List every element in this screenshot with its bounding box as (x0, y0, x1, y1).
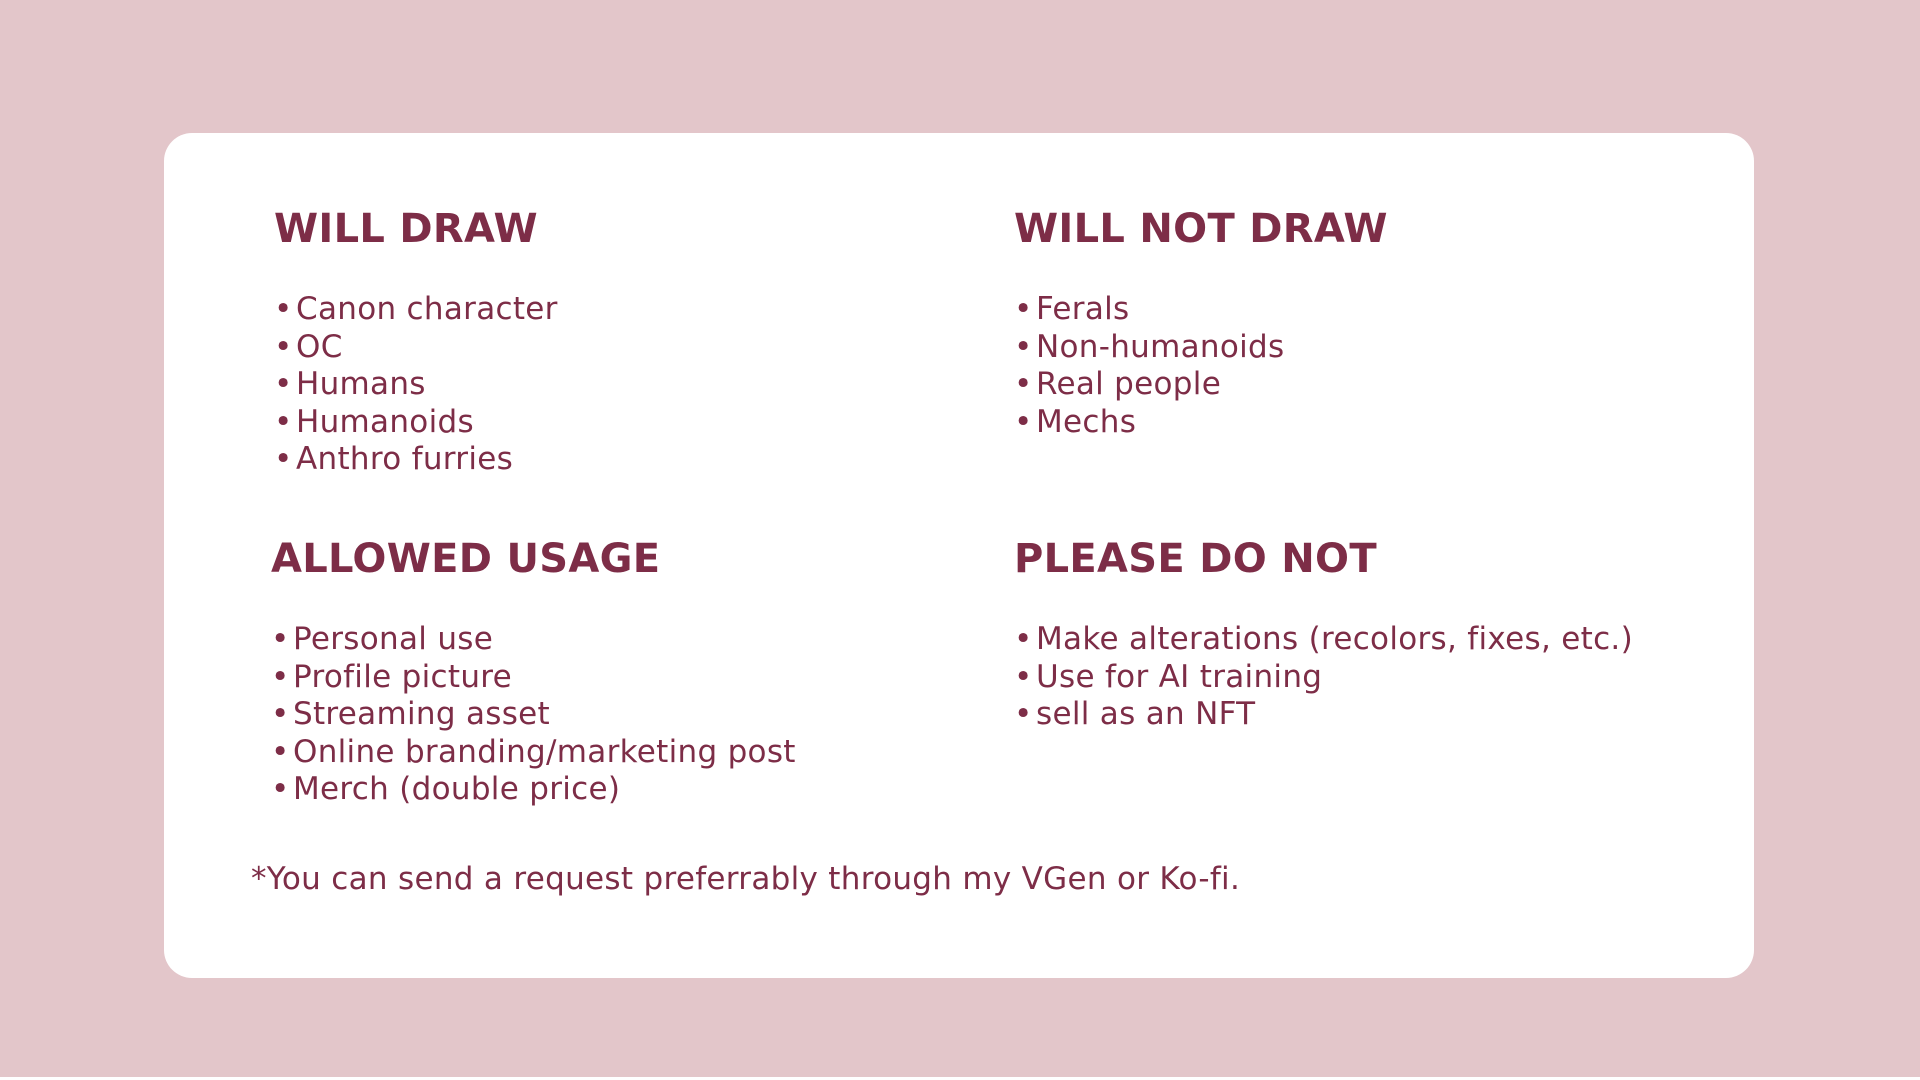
list-item-label: Profile picture (293, 658, 513, 695)
list-item (274, 441, 558, 479)
list-item-label: Canon character (296, 291, 558, 327)
bullet-icon: • (1014, 658, 1033, 695)
will-draw-section (274, 205, 558, 477)
bullet-icon: • (1014, 621, 1033, 657)
bullet-icon: • (1014, 291, 1033, 327)
list-item (1014, 291, 1284, 329)
list-item (1014, 404, 1284, 442)
will-draw-heading: WILL DRAW (274, 206, 538, 252)
bullet-icon: • (1014, 403, 1033, 440)
list-item (271, 659, 796, 697)
list-item (274, 291, 558, 329)
bullet-icon: • (271, 658, 290, 695)
list-item (274, 366, 558, 404)
list-item-label: Ferals (1036, 291, 1130, 327)
please-do-not-list (1014, 621, 1633, 734)
bullet-icon: • (1014, 328, 1033, 365)
list-item-label: Humanoids (296, 403, 474, 440)
list-item (274, 404, 558, 442)
list-item-label: Non-humanoids (1036, 328, 1285, 365)
list-item (271, 696, 796, 734)
list-item-label: Humans (296, 366, 426, 402)
list-item-label: Online branding/marketing post (293, 733, 796, 770)
list-item-label: Anthro furries (296, 441, 514, 477)
bullet-icon: • (271, 621, 290, 657)
list-item-label: sell as an NFT (1036, 696, 1256, 732)
list-item-label: Make alterations (recolors, fixes, etc.) (1036, 621, 1633, 657)
list-item (1014, 329, 1284, 367)
please-do-not-heading: PLEASE DO NOT (1014, 536, 1377, 582)
list-item (271, 621, 796, 659)
bullet-icon: • (1014, 696, 1033, 732)
bullet-icon: • (271, 696, 290, 732)
bullet-icon: • (274, 441, 293, 477)
bullet-icon: • (1014, 366, 1033, 402)
list-item (1014, 696, 1633, 734)
bullet-icon: • (271, 733, 290, 770)
list-item (1014, 621, 1633, 659)
bullet-icon: • (274, 366, 293, 402)
footnote: *You can send a request preferrably through my VGen or Ko-fi. (251, 861, 1241, 897)
will-not-draw-list (1014, 291, 1284, 441)
list-item-label: Streaming asset (293, 696, 550, 732)
bullet-icon: • (271, 771, 290, 807)
list-item-label: Mechs (1036, 403, 1137, 440)
list-item (274, 329, 558, 367)
bullet-icon: • (274, 328, 293, 365)
list-item (1014, 366, 1284, 404)
bullet-icon: • (274, 403, 293, 440)
list-item (271, 734, 796, 772)
please-do-not-section (1014, 535, 1633, 732)
terms-card (164, 133, 1754, 978)
will-not-draw-section (1014, 205, 1388, 440)
allowed-usage-heading: ALLOWED USAGE (271, 536, 661, 582)
will-not-draw-heading: WILL NOT DRAW (1014, 206, 1388, 252)
list-item-label: Personal use (293, 621, 494, 657)
list-item-label: OC (296, 328, 343, 365)
list-item-label: Use for AI training (1036, 658, 1323, 695)
list-item (1014, 659, 1633, 697)
list-item (271, 771, 796, 809)
will-draw-list (274, 291, 558, 479)
allowed-usage-list (271, 621, 796, 809)
bullet-icon: • (274, 291, 293, 327)
allowed-usage-section (271, 535, 796, 807)
list-item-label: Real people (1036, 366, 1222, 402)
list-item-label: Merch (double price) (293, 771, 621, 807)
